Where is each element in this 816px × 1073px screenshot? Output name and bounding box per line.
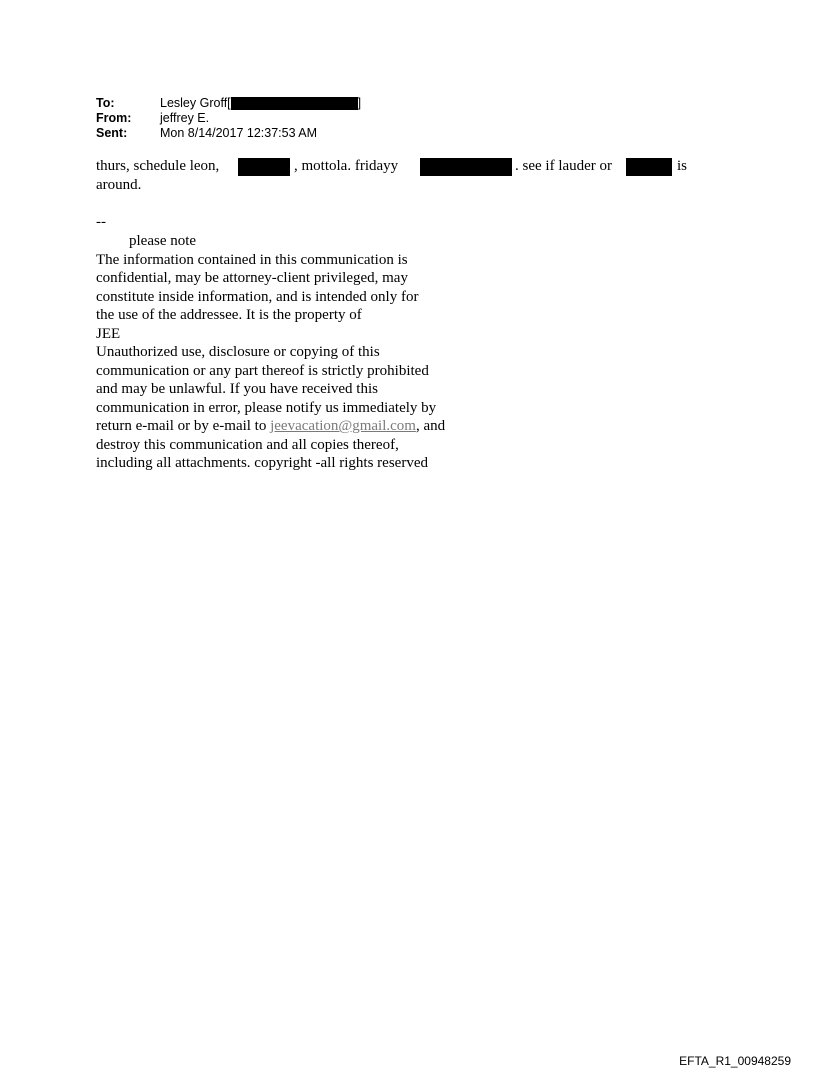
notice-line: and may be unlawful. If you have received this — [96, 381, 378, 397]
sent-value: Mon 8/14/2017 12:37:53 AM — [160, 126, 318, 140]
message-body — [96, 157, 716, 194]
message-line-1 — [96, 157, 716, 176]
message-text-1: thurs, schedule leon, — [96, 158, 220, 174]
to-label: To: — [96, 96, 115, 110]
message-text-3: . see if lauder or — [515, 158, 613, 174]
sent-row — [96, 126, 361, 141]
notice-line: The information contained in this communication is — [96, 251, 408, 268]
confidentiality-notice — [96, 232, 516, 473]
notice-line: communication or any part thereof is strictly prohibited — [96, 362, 429, 379]
notice-line: constitute inside information, and is intended only for — [96, 288, 419, 305]
to-close-bracket: ] — [357, 96, 362, 110]
email-header — [96, 96, 361, 141]
from-value: jeffrey E. — [160, 111, 210, 125]
notice-email-line — [96, 417, 516, 436]
message-text-4: is — [677, 158, 688, 174]
notice-line: including all attachments. copyright -all rights reserved — [96, 455, 428, 471]
message-text-5: around. — [96, 176, 142, 193]
redaction-box — [231, 97, 358, 110]
sent-label: Sent: — [96, 126, 128, 140]
email-suffix: , and — [415, 418, 446, 434]
notice-line: confidential, may be attorney-client privileged, may — [96, 270, 408, 286]
redaction-box — [626, 158, 672, 176]
from-row — [96, 111, 361, 126]
redaction-box — [238, 158, 290, 176]
message-line-2 — [96, 176, 716, 195]
to-name: Lesley Groff — [160, 96, 228, 110]
notice-line: destroy this communication and all copies thereof, — [96, 436, 399, 453]
notice-line: JEE — [96, 325, 121, 342]
please-note: please note — [129, 233, 197, 249]
notice-line: the use of the addressee. It is the property of — [96, 307, 362, 323]
signature-separator: -- — [96, 214, 106, 230]
email-link[interactable]: jeevacation@gmail.com — [270, 418, 416, 434]
redaction-box — [420, 158, 512, 176]
notice-line: communication in error, please notify us immediately by — [96, 399, 437, 416]
document-id: EFTA_R1_00948259 — [679, 1054, 791, 1068]
from-label: From: — [96, 111, 132, 125]
notice-line: Unauthorized use, disclosure or copying of this — [96, 344, 380, 360]
to-row — [96, 96, 361, 111]
to-value — [160, 96, 361, 111]
email-prefix: return e-mail or by e-mail to — [96, 418, 271, 434]
to-open-bracket: [ — [227, 96, 231, 110]
message-text-2: , mottola. fridayy — [294, 158, 399, 174]
